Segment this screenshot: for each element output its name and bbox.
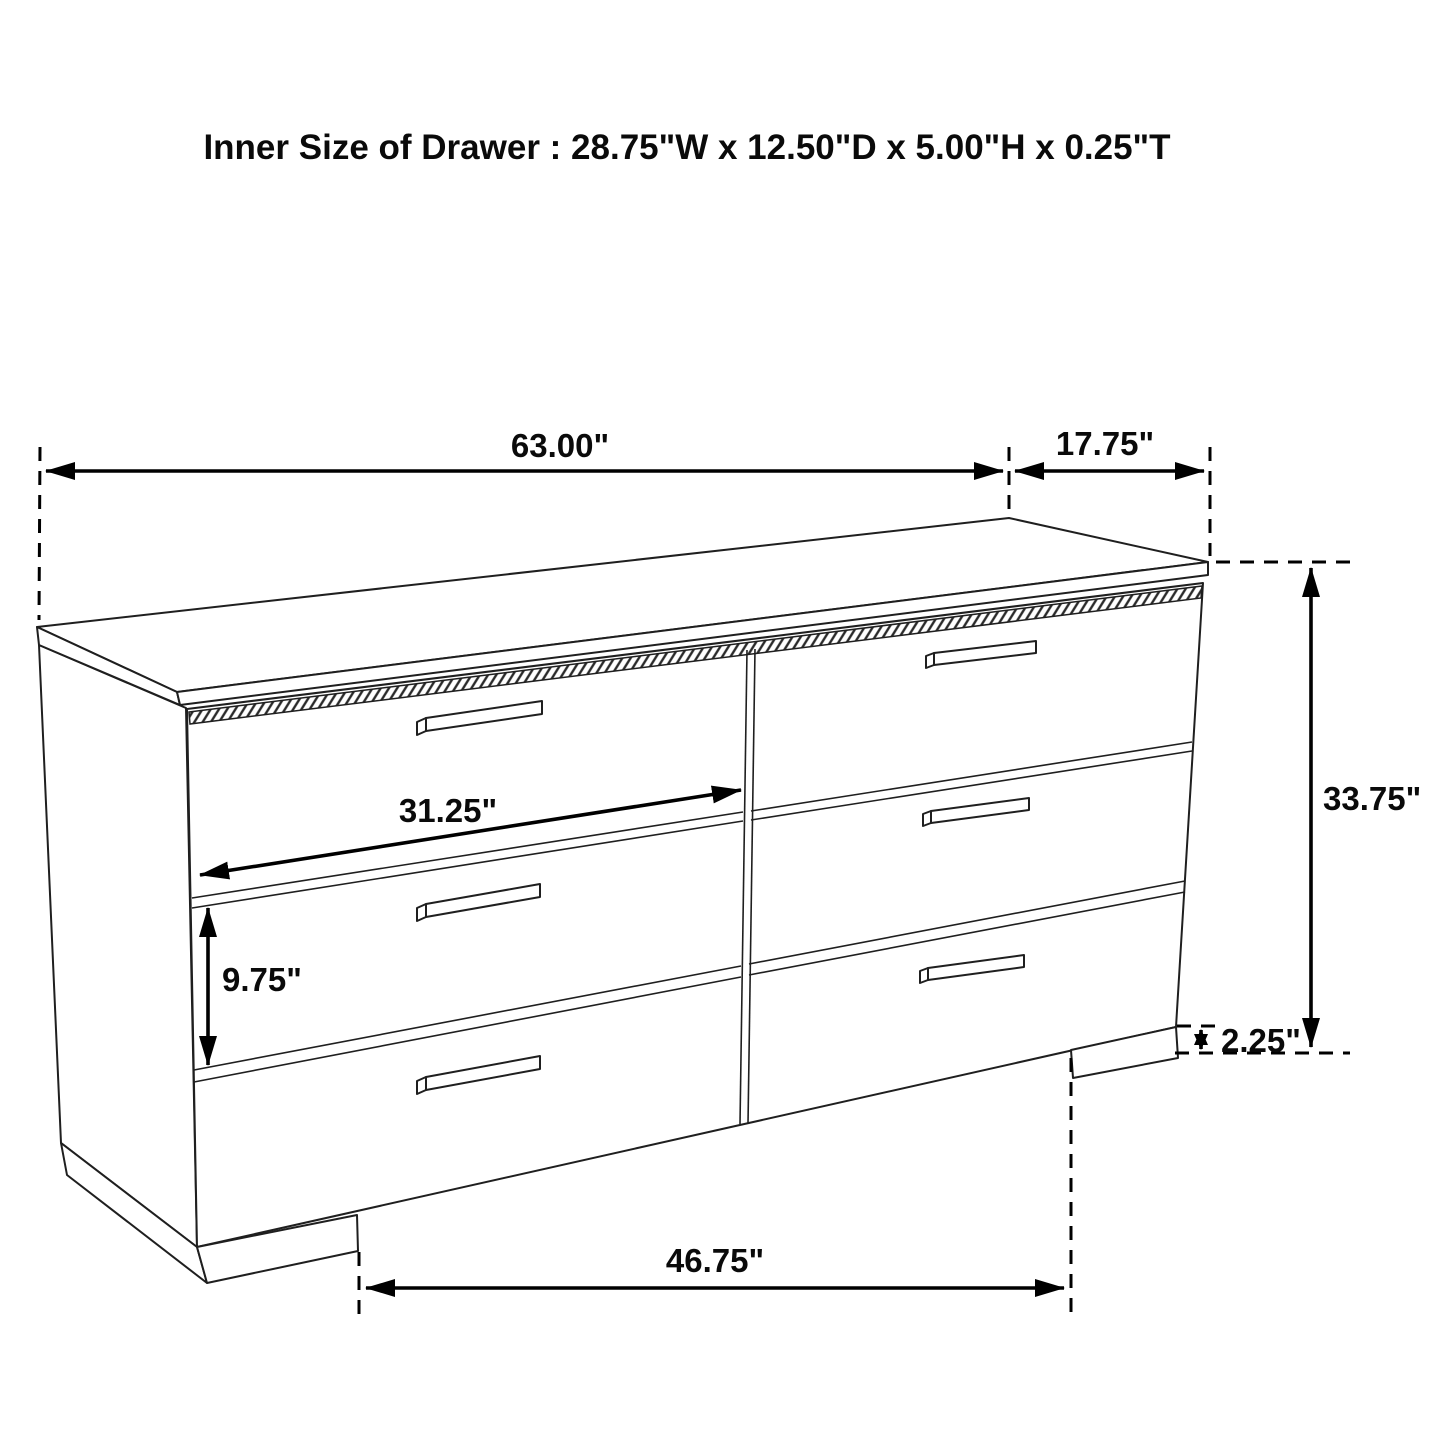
dimension-drawer-width-label: 31.25" bbox=[398, 792, 498, 829]
dimension-foot-height bbox=[1177, 1022, 1301, 1059]
dimension-overall-height-label: 33.75" bbox=[1323, 780, 1422, 817]
dimension-drawer-height-label: 9.75" bbox=[222, 961, 302, 998]
page-title: Inner Size of Drawer : 28.75"W x 12.50"D x 5.00"H x 0.25"T bbox=[203, 128, 1171, 167]
dimension-top-depth-label: 17.75" bbox=[1055, 425, 1155, 462]
dimension-foot-height-label: 2.25" bbox=[1221, 1022, 1301, 1059]
dimension-base-width-label: 46.75" bbox=[665, 1242, 765, 1279]
dimension-top-width-label: 63.00" bbox=[510, 427, 610, 464]
dimension-overall-height bbox=[1175, 562, 1421, 1053]
dresser-drawing bbox=[37, 518, 1208, 1283]
